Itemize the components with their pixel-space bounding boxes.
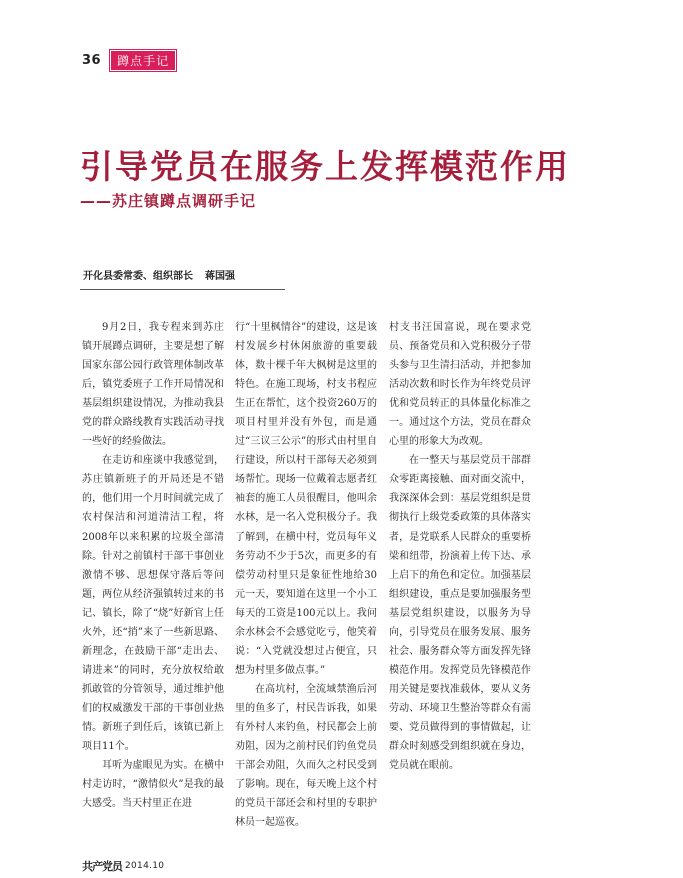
text-column-1 [82,318,224,813]
text-column-3 [389,318,531,775]
paragraph: 在一整天与基层党员干部群众零距离接触、面对面交流中，我深深体会到：基层党组织是贯彻执行上级党委政策的具体落实者，是党联系人民群众的重要桥梁和纽带，扮演着上传下达、承上启下的角色和定位。加强基层组织建设，重点是要加强服务型基层党组织建设，以服务为导向，引导党员在服务发展、服务社会、服务群众等方面发挥先锋模范作用。发挥党员先锋模范作用关键是要找准载体，要从义务劳动、环境卫生整治等群众有需要、党员做得到的事情做起，让群众时刻感受到组织就在身边，党员就在眼前。 [389,455,531,772]
text-column-2 [235,318,377,832]
byline-name: 蒋国强 [205,271,235,282]
page-footer [82,858,164,874]
page-number: 36 [82,52,102,68]
paragraph: 行“十里枫情谷”的建设，这是该村发展乡村休闲旅游的重要载体，数十棵千年大枫树是这里的特色。在施工现场，村支书程应生正在帮忙，这个投资260万的项目村里并没有外包，而是通过“三议三公示”的形式由村里自行建设，所以村干部每天必须到场帮忙。现场一位戴着志愿者红袖套的施工人员很醒目，他叫余水林，是一名入党积极分子。我了解到，在横中村，党员每年义务劳动不少于5次，而更多的有偿劳动村里只是象征性地给30元一天，要知道在这里一个小工每天的工资是100元以上。我问余水林会不会感觉吃亏，他笑着说：“入党就没想过占便宜，只想为村里多做点事。” [235,322,377,676]
paragraph: 耳听为虚眼见为实。在横中村走访时，“激情似火”是我的最大感受。当天村里正在进 [82,760,224,810]
article-title: 引导党员在服务上发挥模范作用 [80,147,570,186]
column-tag: 蹲点手记 [109,49,177,72]
byline-divider [80,289,285,290]
byline [83,267,235,282]
paragraph: 在高坑村，全流域禁渔后河里的鱼多了，村民告诉我，如果有外村人来钓鱼，村民都会上前劝阻，因为之前村民们钓鱼党员干部会劝阻，久而久之村民受到了影响。现在，每天晚上这个村的党员干部还会和村里的专职护林员一起巡夜。 [235,683,377,829]
paragraph: 9月2日，我专程来到苏庄镇开展蹲点调研，主要是想了解国家东部公园行政管理体制改革后，镇党委班子工作开局情况和基层组织建设情况，为推动我县党的群众路线教育实践活动寻找一些好的经验做法。 [82,322,224,448]
byline-role: 开化县委常委、组织部长 [83,271,193,282]
page-header [82,48,177,72]
article-subtitle: ——苏庄镇蹲点调研手记 [80,192,257,210]
magazine-logo: 共产党员 [82,860,122,873]
paragraph: 村支书汪国富说，现在要求党员、预备党员和入党积极分子带头参与卫生清扫活动，并把参加活动次数和时长作为年终党员评优和党员转正的具体量化标准之一。通过这个方法，党员在群众心里的形象大为改观。 [389,322,531,448]
issue-date: 2014.10 [125,861,165,871]
paragraph: 在走访和座谈中我感觉到，苏庄镇新班子的开局还是不错的，他们用一个月时间就完成了农村保洁和河道清洁工程，将2008年以来积累的垃圾全部清除。针对之前镇村干部干事创业激情不够、思想保守落后等问题，两位从经济强镇转过来的书记、镇长，除了“烧”好新官上任火外，还“捎”来了一些新思路、新理念，在鼓励干部“走出去、请进来”的同时，充分放权给敢抓敢管的分管领导，通过维护他们的权威激发干部的干事创业热情。新班子到任后，该镇已新上项目11个。 [82,455,224,753]
